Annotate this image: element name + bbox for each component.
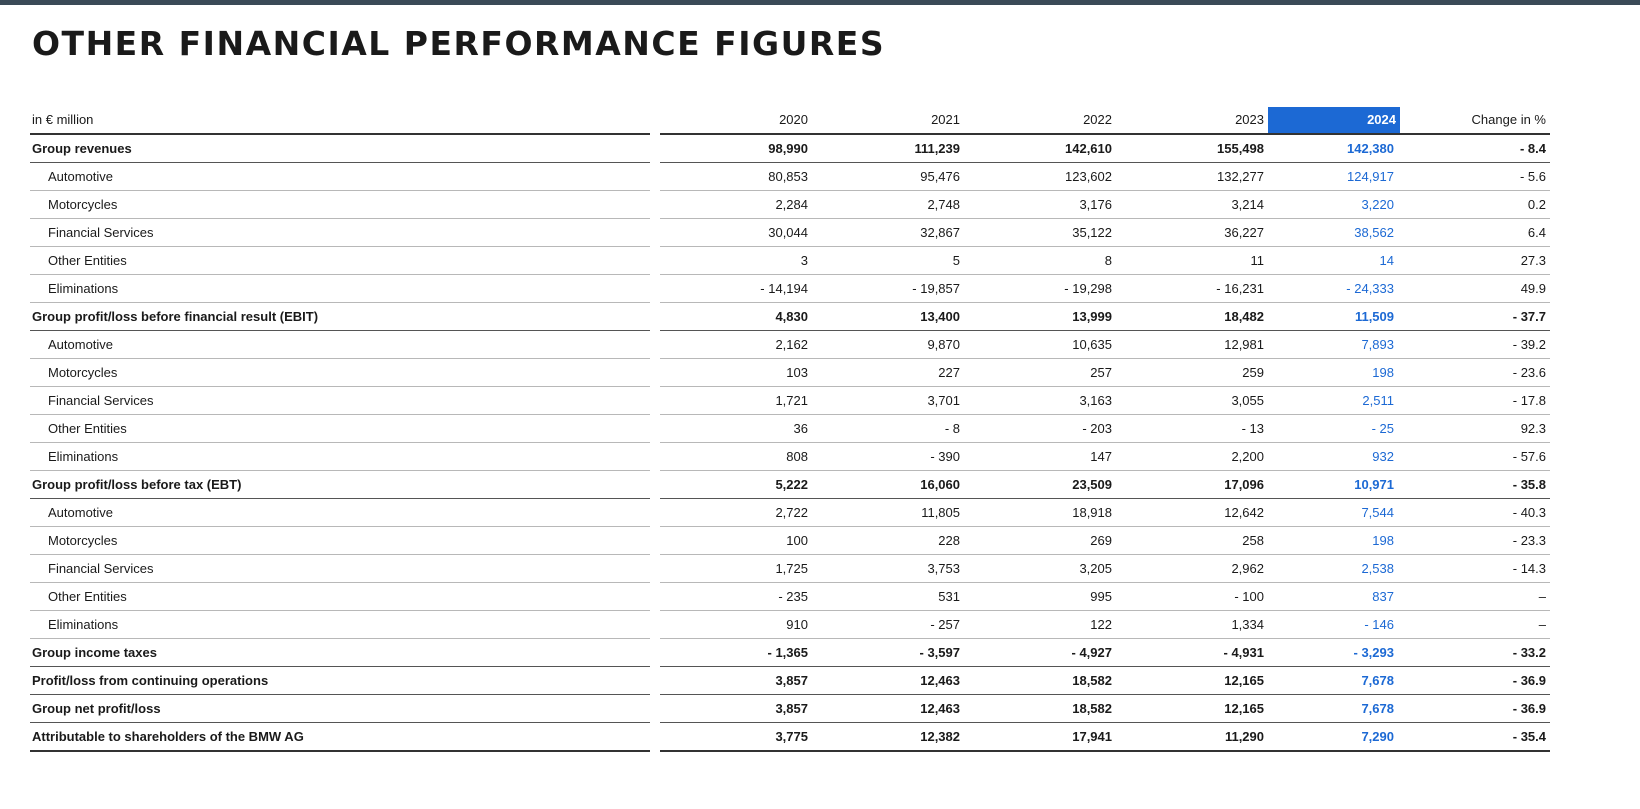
value-2023: 3,055 bbox=[1116, 387, 1268, 415]
value-2024: 198 bbox=[1268, 527, 1400, 555]
row-label: Automotive bbox=[30, 163, 650, 191]
change-percent: - 5.6 bbox=[1400, 163, 1550, 191]
value-2022: - 19,298 bbox=[964, 275, 1116, 303]
value-2021: 95,476 bbox=[812, 163, 964, 191]
table-row bbox=[30, 499, 1550, 527]
row-label: Group net profit/loss bbox=[30, 695, 650, 723]
value-2021: - 390 bbox=[812, 443, 964, 471]
spacer bbox=[650, 583, 660, 611]
value-2022: 3,205 bbox=[964, 555, 1116, 583]
value-2020: 3,857 bbox=[660, 667, 812, 695]
table-row bbox=[30, 667, 1550, 695]
spacer bbox=[650, 415, 660, 443]
spacer bbox=[650, 134, 660, 163]
row-label: Financial Services bbox=[30, 219, 650, 247]
value-2024: 932 bbox=[1268, 443, 1400, 471]
value-2022: 147 bbox=[964, 443, 1116, 471]
change-percent: - 40.3 bbox=[1400, 499, 1550, 527]
row-label: Group revenues bbox=[30, 134, 650, 163]
value-2021: 228 bbox=[812, 527, 964, 555]
row-label: Motorcycles bbox=[30, 191, 650, 219]
value-2021: 12,463 bbox=[812, 695, 964, 723]
row-label: Eliminations bbox=[30, 443, 650, 471]
value-2022: 8 bbox=[964, 247, 1116, 275]
change-percent: - 39.2 bbox=[1400, 331, 1550, 359]
value-2023: 12,981 bbox=[1116, 331, 1268, 359]
value-2024: 7,544 bbox=[1268, 499, 1400, 527]
value-2020: 3 bbox=[660, 247, 812, 275]
table-row bbox=[30, 471, 1550, 499]
table-row bbox=[30, 134, 1550, 163]
value-2020: 2,284 bbox=[660, 191, 812, 219]
value-2022: 3,163 bbox=[964, 387, 1116, 415]
value-2021: 227 bbox=[812, 359, 964, 387]
value-2020: 100 bbox=[660, 527, 812, 555]
year-header-2020: 2020 bbox=[660, 107, 812, 134]
value-2024: 3,220 bbox=[1268, 191, 1400, 219]
value-2024: - 25 bbox=[1268, 415, 1400, 443]
value-2022: - 203 bbox=[964, 415, 1116, 443]
change-percent: 49.9 bbox=[1400, 275, 1550, 303]
value-2020: 808 bbox=[660, 443, 812, 471]
value-2022: 123,602 bbox=[964, 163, 1116, 191]
value-2021: - 257 bbox=[812, 611, 964, 639]
row-label: Financial Services bbox=[30, 555, 650, 583]
change-percent: 92.3 bbox=[1400, 415, 1550, 443]
table-row bbox=[30, 415, 1550, 443]
value-2020: 80,853 bbox=[660, 163, 812, 191]
change-percent: - 23.3 bbox=[1400, 527, 1550, 555]
value-2021: 5 bbox=[812, 247, 964, 275]
value-2024: - 24,333 bbox=[1268, 275, 1400, 303]
value-2021: 11,805 bbox=[812, 499, 964, 527]
value-2023: 12,165 bbox=[1116, 667, 1268, 695]
change-percent: 0.2 bbox=[1400, 191, 1550, 219]
value-2020: 30,044 bbox=[660, 219, 812, 247]
row-label: Automotive bbox=[30, 331, 650, 359]
spacer bbox=[650, 107, 660, 134]
value-2023: 36,227 bbox=[1116, 219, 1268, 247]
value-2023: - 13 bbox=[1116, 415, 1268, 443]
value-2021: 16,060 bbox=[812, 471, 964, 499]
table-row bbox=[30, 639, 1550, 667]
value-2024: 2,538 bbox=[1268, 555, 1400, 583]
value-2020: 5,222 bbox=[660, 471, 812, 499]
table-row bbox=[30, 387, 1550, 415]
change-percent: - 8.4 bbox=[1400, 134, 1550, 163]
value-2021: 12,382 bbox=[812, 723, 964, 752]
value-2024: - 146 bbox=[1268, 611, 1400, 639]
value-2023: 3,214 bbox=[1116, 191, 1268, 219]
spacer bbox=[650, 359, 660, 387]
table-row bbox=[30, 247, 1550, 275]
spacer bbox=[650, 247, 660, 275]
value-2020: 4,830 bbox=[660, 303, 812, 331]
value-2020: 103 bbox=[660, 359, 812, 387]
value-2023: 258 bbox=[1116, 527, 1268, 555]
table-row bbox=[30, 583, 1550, 611]
value-2022: 18,582 bbox=[964, 667, 1116, 695]
value-2024: 7,893 bbox=[1268, 331, 1400, 359]
value-2022: 35,122 bbox=[964, 219, 1116, 247]
year-header-2023: 2023 bbox=[1116, 107, 1268, 134]
spacer bbox=[650, 163, 660, 191]
change-header: Change in % bbox=[1400, 107, 1550, 134]
value-2020: 98,990 bbox=[660, 134, 812, 163]
row-label: Profit/loss from continuing operations bbox=[30, 667, 650, 695]
spacer bbox=[650, 471, 660, 499]
value-2023: 2,962 bbox=[1116, 555, 1268, 583]
row-label: Motorcycles bbox=[30, 527, 650, 555]
row-label: Other Entities bbox=[30, 247, 650, 275]
row-label: Group profit/loss before financial result (EBIT) bbox=[30, 303, 650, 331]
value-2024: 2,511 bbox=[1268, 387, 1400, 415]
table-row bbox=[30, 219, 1550, 247]
value-2023: - 4,931 bbox=[1116, 639, 1268, 667]
value-2024: 7,290 bbox=[1268, 723, 1400, 752]
top-bar bbox=[0, 0, 1640, 5]
value-2020: 3,775 bbox=[660, 723, 812, 752]
change-percent: – bbox=[1400, 583, 1550, 611]
value-2023: 1,334 bbox=[1116, 611, 1268, 639]
change-percent: - 35.8 bbox=[1400, 471, 1550, 499]
value-2024: 837 bbox=[1268, 583, 1400, 611]
unit-label: in € million bbox=[30, 107, 650, 134]
table-row bbox=[30, 275, 1550, 303]
row-label: Other Entities bbox=[30, 583, 650, 611]
financial-table bbox=[30, 107, 1550, 752]
year-header-2024: 2024 bbox=[1268, 107, 1400, 134]
value-2023: 11,290 bbox=[1116, 723, 1268, 752]
row-label: Automotive bbox=[30, 499, 650, 527]
value-2020: 36 bbox=[660, 415, 812, 443]
table-header-row bbox=[30, 107, 1550, 134]
change-percent: - 23.6 bbox=[1400, 359, 1550, 387]
value-2021: - 3,597 bbox=[812, 639, 964, 667]
value-2024: 198 bbox=[1268, 359, 1400, 387]
spacer bbox=[650, 331, 660, 359]
value-2023: 132,277 bbox=[1116, 163, 1268, 191]
table-row bbox=[30, 555, 1550, 583]
spacer bbox=[650, 191, 660, 219]
spacer bbox=[650, 499, 660, 527]
value-2024: 7,678 bbox=[1268, 695, 1400, 723]
value-2024: 38,562 bbox=[1268, 219, 1400, 247]
value-2021: 32,867 bbox=[812, 219, 964, 247]
value-2021: 13,400 bbox=[812, 303, 964, 331]
value-2021: 12,463 bbox=[812, 667, 964, 695]
value-2023: - 100 bbox=[1116, 583, 1268, 611]
value-2022: 10,635 bbox=[964, 331, 1116, 359]
table-row bbox=[30, 191, 1550, 219]
row-label: Financial Services bbox=[30, 387, 650, 415]
spacer bbox=[650, 639, 660, 667]
value-2020: - 14,194 bbox=[660, 275, 812, 303]
value-2021: 3,753 bbox=[812, 555, 964, 583]
value-2024: 7,678 bbox=[1268, 667, 1400, 695]
value-2021: 111,239 bbox=[812, 134, 964, 163]
value-2020: 1,725 bbox=[660, 555, 812, 583]
spacer bbox=[650, 611, 660, 639]
row-label: Attributable to shareholders of the BMW AG bbox=[30, 723, 650, 752]
change-percent: - 17.8 bbox=[1400, 387, 1550, 415]
value-2024: 14 bbox=[1268, 247, 1400, 275]
row-label: Motorcycles bbox=[30, 359, 650, 387]
value-2024: 10,971 bbox=[1268, 471, 1400, 499]
value-2022: 269 bbox=[964, 527, 1116, 555]
value-2021: 9,870 bbox=[812, 331, 964, 359]
change-percent: - 35.4 bbox=[1400, 723, 1550, 752]
value-2023: 259 bbox=[1116, 359, 1268, 387]
value-2023: 2,200 bbox=[1116, 443, 1268, 471]
table-row bbox=[30, 611, 1550, 639]
value-2020: 3,857 bbox=[660, 695, 812, 723]
value-2020: - 1,365 bbox=[660, 639, 812, 667]
spacer bbox=[650, 555, 660, 583]
value-2021: - 8 bbox=[812, 415, 964, 443]
spacer bbox=[650, 695, 660, 723]
value-2022: 23,509 bbox=[964, 471, 1116, 499]
value-2022: 18,918 bbox=[964, 499, 1116, 527]
spacer bbox=[650, 219, 660, 247]
value-2022: 18,582 bbox=[964, 695, 1116, 723]
value-2024: - 3,293 bbox=[1268, 639, 1400, 667]
change-percent: 6.4 bbox=[1400, 219, 1550, 247]
table-row bbox=[30, 359, 1550, 387]
change-percent: - 36.9 bbox=[1400, 695, 1550, 723]
change-percent: - 37.7 bbox=[1400, 303, 1550, 331]
value-2024: 11,509 bbox=[1268, 303, 1400, 331]
value-2023: 12,642 bbox=[1116, 499, 1268, 527]
value-2022: 13,999 bbox=[964, 303, 1116, 331]
change-percent: - 14.3 bbox=[1400, 555, 1550, 583]
table-row bbox=[30, 163, 1550, 191]
spacer bbox=[650, 443, 660, 471]
value-2023: 18,482 bbox=[1116, 303, 1268, 331]
row-label: Eliminations bbox=[30, 275, 650, 303]
table-row bbox=[30, 527, 1550, 555]
row-label: Other Entities bbox=[30, 415, 650, 443]
year-header-2022: 2022 bbox=[964, 107, 1116, 134]
change-percent: – bbox=[1400, 611, 1550, 639]
value-2022: - 4,927 bbox=[964, 639, 1116, 667]
change-percent: - 36.9 bbox=[1400, 667, 1550, 695]
value-2022: 142,610 bbox=[964, 134, 1116, 163]
value-2021: - 19,857 bbox=[812, 275, 964, 303]
value-2022: 17,941 bbox=[964, 723, 1116, 752]
row-label: Eliminations bbox=[30, 611, 650, 639]
year-header-2021: 2021 bbox=[812, 107, 964, 134]
value-2021: 2,748 bbox=[812, 191, 964, 219]
value-2023: 155,498 bbox=[1116, 134, 1268, 163]
row-label: Group income taxes bbox=[30, 639, 650, 667]
spacer bbox=[650, 275, 660, 303]
table-row bbox=[30, 723, 1550, 752]
value-2020: 1,721 bbox=[660, 387, 812, 415]
value-2022: 122 bbox=[964, 611, 1116, 639]
value-2022: 257 bbox=[964, 359, 1116, 387]
change-percent: 27.3 bbox=[1400, 247, 1550, 275]
value-2021: 3,701 bbox=[812, 387, 964, 415]
value-2020: - 235 bbox=[660, 583, 812, 611]
value-2020: 910 bbox=[660, 611, 812, 639]
change-percent: - 57.6 bbox=[1400, 443, 1550, 471]
value-2022: 3,176 bbox=[964, 191, 1116, 219]
table-body bbox=[30, 134, 1550, 751]
spacer bbox=[650, 387, 660, 415]
value-2023: 11 bbox=[1116, 247, 1268, 275]
table-row bbox=[30, 695, 1550, 723]
table-row bbox=[30, 331, 1550, 359]
value-2023: 17,096 bbox=[1116, 471, 1268, 499]
value-2020: 2,722 bbox=[660, 499, 812, 527]
spacer bbox=[650, 303, 660, 331]
value-2022: 995 bbox=[964, 583, 1116, 611]
value-2020: 2,162 bbox=[660, 331, 812, 359]
value-2023: 12,165 bbox=[1116, 695, 1268, 723]
change-percent: - 33.2 bbox=[1400, 639, 1550, 667]
page-title: OTHER FINANCIAL PERFORMANCE FIGURES bbox=[32, 24, 886, 63]
table-row bbox=[30, 443, 1550, 471]
value-2024: 142,380 bbox=[1268, 134, 1400, 163]
spacer bbox=[650, 723, 660, 752]
spacer bbox=[650, 527, 660, 555]
value-2024: 124,917 bbox=[1268, 163, 1400, 191]
row-label: Group profit/loss before tax (EBT) bbox=[30, 471, 650, 499]
table-row bbox=[30, 303, 1550, 331]
value-2023: - 16,231 bbox=[1116, 275, 1268, 303]
value-2021: 531 bbox=[812, 583, 964, 611]
spacer bbox=[650, 667, 660, 695]
